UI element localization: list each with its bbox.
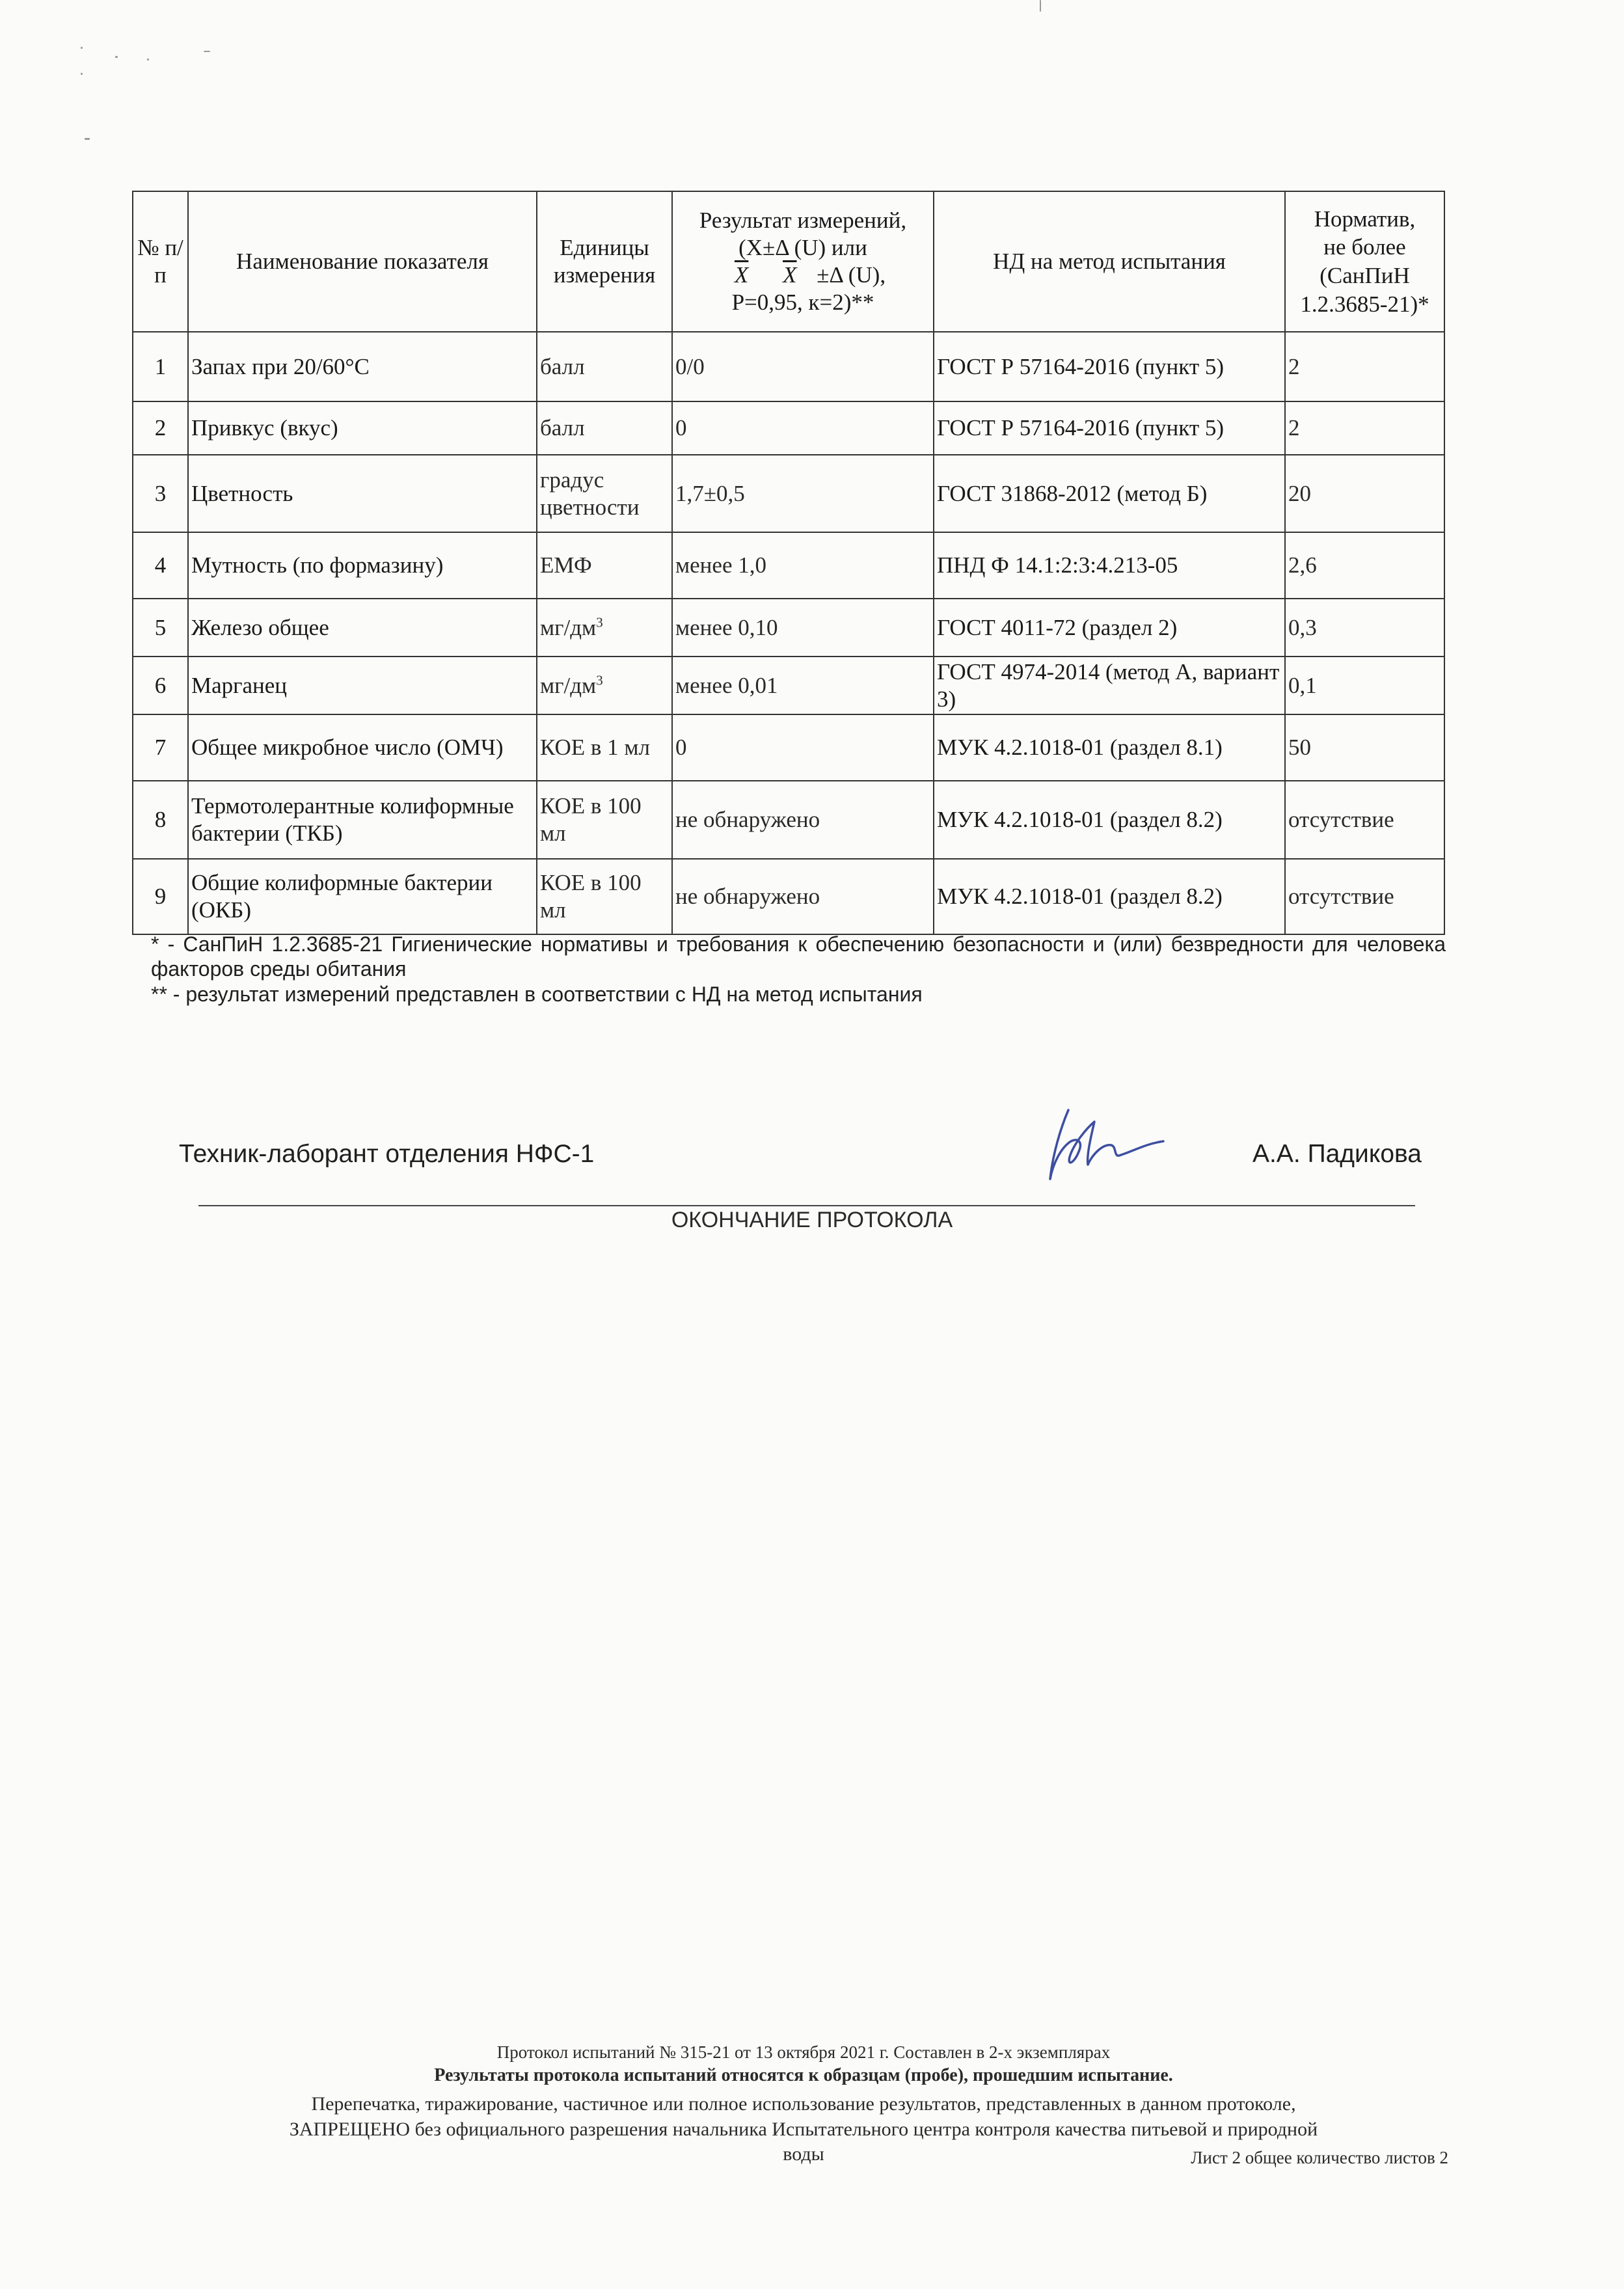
header-name: Наименование показателя — [188, 191, 537, 332]
row-unit: балл — [537, 332, 672, 401]
header-result-line3 — [675, 262, 930, 289]
table-header-row — [133, 191, 1444, 332]
row-method: МУК 4.2.1018-01 (раздел 8.2) — [934, 781, 1285, 859]
row-result: 0 — [672, 714, 934, 781]
footer-reprint-line1: Перепечатка, тиражирование, частичное или полное использование результатов, представленных в данном протоколе, — [311, 2093, 1296, 2115]
header-norm — [1285, 191, 1444, 332]
header-num: № п/п — [133, 191, 188, 332]
row-num: 1 — [133, 332, 188, 401]
table-row — [133, 657, 1444, 714]
row-name: Запах при 20/60°С — [188, 332, 537, 401]
row-num: 2 — [133, 401, 188, 455]
row-name: Марганец — [188, 657, 537, 714]
row-method: ГОСТ 4011-72 (раздел 2) — [934, 599, 1285, 657]
row-num: 3 — [133, 455, 188, 532]
row-norm: 2,6 — [1285, 532, 1444, 599]
scan-speck — [1040, 0, 1041, 12]
scan-speck — [85, 138, 90, 140]
row-norm: 0,3 — [1285, 599, 1444, 657]
row-norm: 2 — [1285, 332, 1444, 401]
row-norm: отсутствие — [1285, 781, 1444, 859]
row-result: 0 — [672, 401, 934, 455]
row-unit-text: мг/дм — [540, 672, 597, 698]
row-num: 6 — [133, 657, 188, 714]
x-bar-symbol: $\overline{X}$ — [783, 262, 797, 288]
table-row — [133, 859, 1444, 934]
x-bar-symbol: $\overline{X}$ — [734, 262, 749, 288]
row-method: ГОСТ Р 57164-2016 (пункт 5) — [934, 401, 1285, 455]
table-row — [133, 401, 1444, 455]
row-result: 0/0 — [672, 332, 934, 401]
handwritten-signature-icon — [1041, 1102, 1171, 1187]
footer-reprint-line2: ЗАПРЕЩЕНО без официального разрешения начальника Испытательного центра контроля качества питьевой и природной — [289, 2118, 1318, 2140]
row-num: 5 — [133, 599, 188, 657]
row-result: менее 0,10 — [672, 599, 934, 657]
row-norm: 20 — [1285, 455, 1444, 532]
row-norm: 2 — [1285, 401, 1444, 455]
header-result-line3-tail: ±Δ (U), — [817, 262, 886, 288]
row-unit — [537, 599, 672, 657]
scan-speck — [204, 51, 210, 52]
row-name: Мутность (по формазину) — [188, 532, 537, 599]
row-num: 7 — [133, 714, 188, 781]
header-unit: Единицы измерения — [537, 191, 672, 332]
table-row — [133, 455, 1444, 532]
table-row — [133, 781, 1444, 859]
footer-reprint-line3: воды — [783, 2143, 824, 2165]
row-norm: 0,1 — [1285, 657, 1444, 714]
row-norm: отсутствие — [1285, 859, 1444, 934]
row-result: менее 0,01 — [672, 657, 934, 714]
row-result: менее 1,0 — [672, 532, 934, 599]
row-method: МУК 4.2.1018-01 (раздел 8.1) — [934, 714, 1285, 781]
footnote-sanpin: * - СанПиН 1.2.3685-21 Гигиенические нормативы и требования к обеспечению безопасности и (или) безвредности для человека факторов среды обитания — [151, 932, 1446, 981]
header-norm-line2: не более — [1323, 234, 1406, 260]
footnote-result: ** - результат измерений представлен в соответствии с НД на метод испытания — [151, 982, 923, 1006]
header-norm-line3: (СанПиН — [1320, 263, 1410, 288]
table-row — [133, 599, 1444, 657]
header-method: НД на метод испытания — [934, 191, 1285, 332]
row-unit — [537, 657, 672, 714]
footer-results-line: Результаты протокола испытаний относятся к образцам (пробе), прошедшим испытание. — [434, 2065, 1173, 2085]
row-norm: 50 — [1285, 714, 1444, 781]
row-unit: КОЕ в 100 мл — [537, 781, 672, 859]
row-unit: КОЕ в 100 мл — [537, 859, 672, 934]
sheet-counter: Лист 2 общее количество листов 2 — [1191, 2148, 1448, 2167]
scan-speck — [81, 47, 83, 49]
row-result: не обнаружено — [672, 781, 934, 859]
row-num: 4 — [133, 532, 188, 599]
row-num: 8 — [133, 781, 188, 859]
header-result — [672, 191, 934, 332]
row-name: Общее микробное число (ОМЧ) — [188, 714, 537, 781]
results-table — [132, 191, 1445, 935]
header-result-line1: Результат измерений, — [699, 208, 907, 233]
table-row — [133, 332, 1444, 401]
row-method: МУК 4.2.1018-01 (раздел 8.2) — [934, 859, 1285, 934]
table-row — [133, 714, 1444, 781]
table-row — [133, 532, 1444, 599]
row-unit-text: мг/дм — [540, 614, 597, 640]
row-method: ГОСТ 31868-2012 (метод Б) — [934, 455, 1285, 532]
header-result-line2: (Х±Δ (U) или — [738, 235, 867, 260]
scan-speck — [147, 59, 149, 61]
row-name: Общие колиформные бактерии (ОКБ) — [188, 859, 537, 934]
row-result: 1,7±0,5 — [672, 455, 934, 532]
row-method: ГОСТ 4974-2014 (метод А, вариант 3) — [934, 657, 1285, 714]
footer-protocol-line: Протокол испытаний № 315-21 от 13 октября 2021 г. Составлен в 2-х экземплярах — [496, 2042, 1111, 2062]
row-unit: КОЕ в 1 мл — [537, 714, 672, 781]
scan-speck — [81, 73, 83, 75]
row-name: Цветность — [188, 455, 537, 532]
row-unit: градус цветности — [537, 455, 672, 532]
row-method: ПНД Ф 14.1:2:3:4.213-05 — [934, 532, 1285, 599]
row-unit: балл — [537, 401, 672, 455]
row-unit: ЕМФ — [537, 532, 672, 599]
row-unit-superscript: 3 — [596, 671, 603, 688]
row-result: не обнаружено — [672, 859, 934, 934]
end-of-protocol-title: ОКОНЧАНИЕ ПРОТОКОЛА — [671, 1208, 953, 1232]
header-norm-line1: Норматив, — [1314, 206, 1416, 232]
scan-speck — [115, 56, 118, 58]
row-name: Железо общее — [188, 599, 537, 657]
row-name: Привкус (вкус) — [188, 401, 537, 455]
row-name: Термотолерантные колиформные бактерии (ТКБ) — [188, 781, 537, 859]
signer-position: Техник-лаборант отделения НФС-1 — [179, 1140, 595, 1168]
signature-block — [179, 1140, 1422, 1179]
footnotes — [151, 932, 1446, 1007]
header-result-line4: P=0,95, к=2)** — [731, 290, 874, 315]
row-method: ГОСТ Р 57164-2016 (пункт 5) — [934, 332, 1285, 401]
signer-name: А.А. Падикова — [1252, 1140, 1422, 1168]
row-num: 9 — [133, 859, 188, 934]
header-norm-line4: 1.2.3685-21)* — [1300, 291, 1429, 317]
row-unit-superscript: 3 — [596, 614, 603, 630]
divider-line — [198, 1205, 1415, 1206]
